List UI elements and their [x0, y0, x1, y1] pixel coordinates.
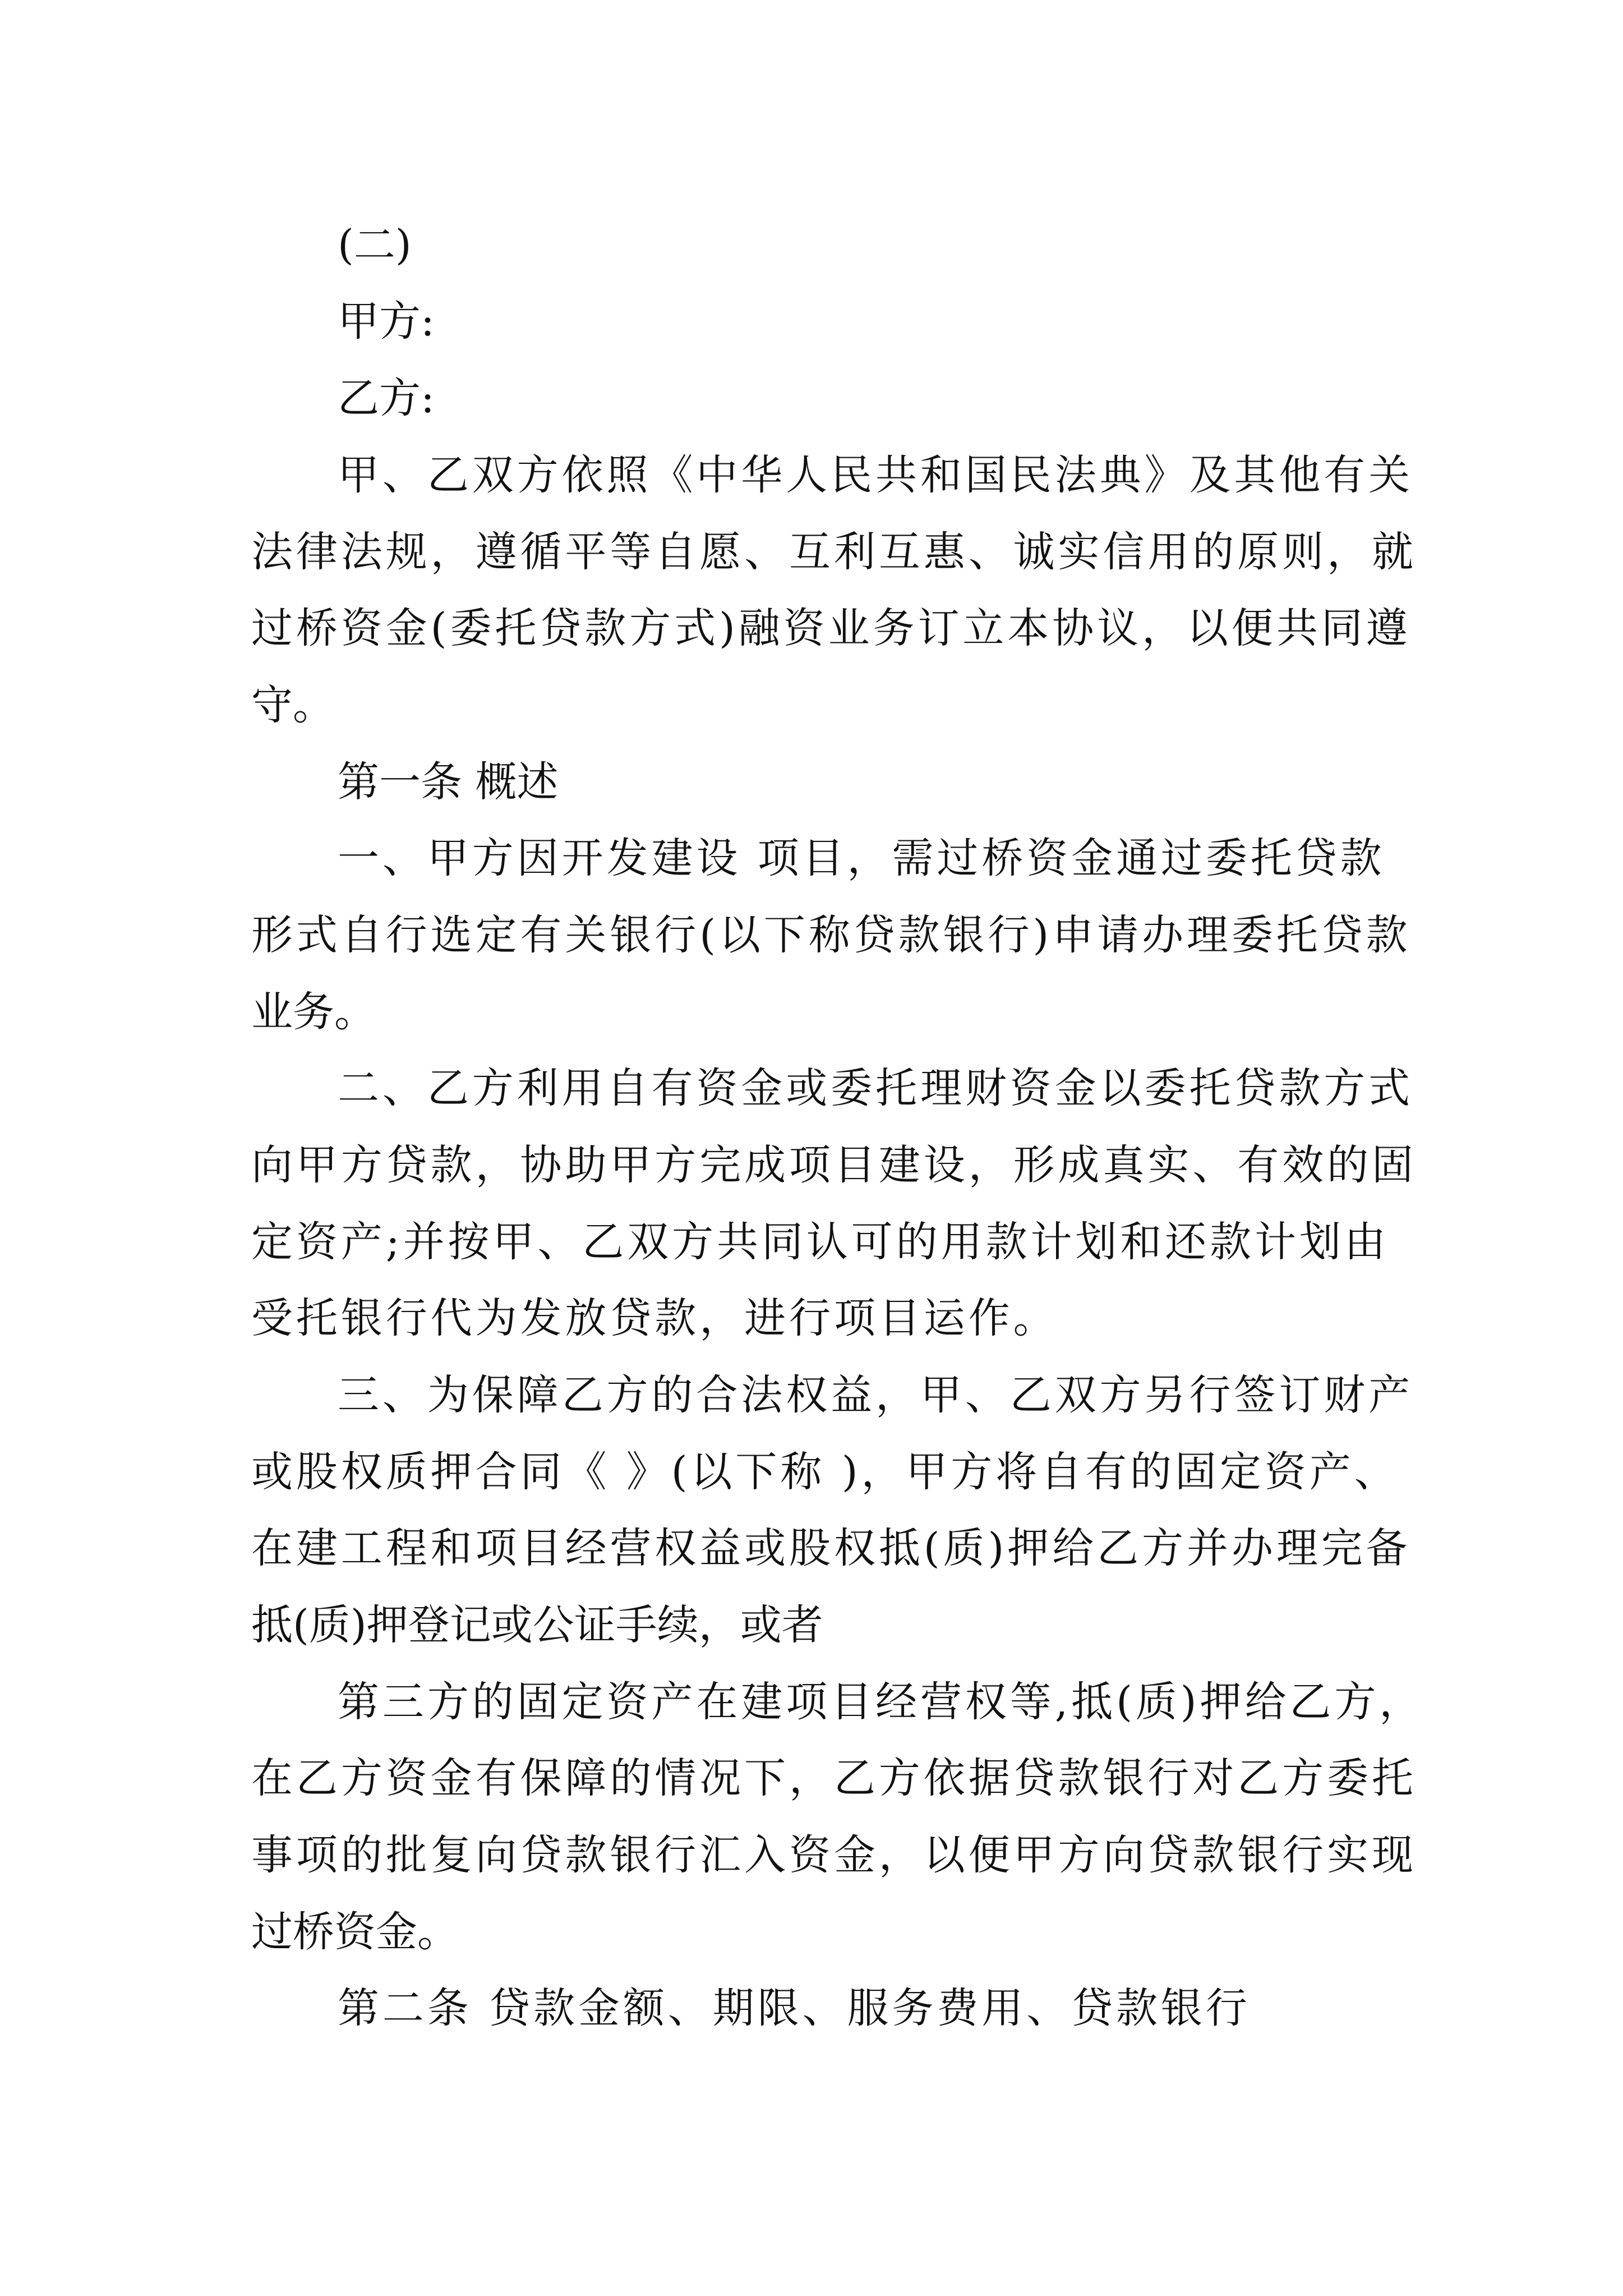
- p3-line-2: 或股权质押合同《 》(以下称 )，甲方将自有的固定资产、: [251, 1448, 1399, 1496]
- p4-line-1: 第三方的固定资产在建项目经营权等,抵(质)押给乙方，: [338, 1678, 1424, 1726]
- p3-line-1: 三、为保障乙方的合法权益，甲、乙双方另行签订财产: [338, 1371, 1414, 1419]
- intro-line-3: 过桥资金(委托贷款方式)融资业务订立本协议，以便共同遵: [251, 604, 1411, 652]
- p1-line-3: 业务。: [251, 988, 376, 1036]
- p3-line-4: 抵(质)押登记或公证手续，或者: [251, 1601, 823, 1649]
- party-b-label: 乙方:: [338, 374, 435, 422]
- intro-line-1: 甲、乙双方依照《中华人民共和国民法典》及其他有关: [338, 451, 1414, 499]
- p2-line-2: 向甲方贷款，协助甲方完成项目建设，形成真实、有效的固: [251, 1141, 1417, 1189]
- p3-line-3: 在建工程和项目经营权益或股权抵(质)押给乙方并办理完备: [251, 1524, 1411, 1572]
- p2-line-3: 定资产;并按甲、乙双方共同认可的用款计划和还款计划由: [251, 1218, 1389, 1266]
- p1-line-2: 形式自行选定有关银行(以下称贷款银行)申请办理委托贷款: [251, 911, 1411, 959]
- p4-line-2: 在乙方资金有保障的情况下，乙方依据贷款银行对乙方委托: [251, 1754, 1417, 1802]
- p4-line-3: 事项的批复向贷款银行汇入资金，以便甲方向贷款银行实现: [251, 1831, 1417, 1879]
- article-1-title: 第一条 概述: [338, 758, 559, 806]
- p4-line-4: 过桥资金。: [251, 1908, 459, 1956]
- party-a-label: 甲方:: [338, 297, 435, 346]
- intro-line-4: 守。: [251, 681, 334, 729]
- article-2-title: 第二条 贷款金额、期限、服务费用、贷款银行: [338, 1984, 1251, 2032]
- heading-index: (二): [338, 221, 412, 269]
- intro-line-2: 法律法规，遵循平等自愿、互利互惠、诚实信用的原则，就: [251, 528, 1417, 576]
- p2-line-1: 二、乙方利用自有资金或委托理财资金以委托贷款方式: [338, 1064, 1414, 1112]
- p2-line-4: 受托银行代为发放贷款，进行项目运作。: [251, 1294, 1058, 1342]
- p1-line-1: 一、甲方因开发建设 项目，需过桥资金通过委托贷款: [338, 834, 1385, 882]
